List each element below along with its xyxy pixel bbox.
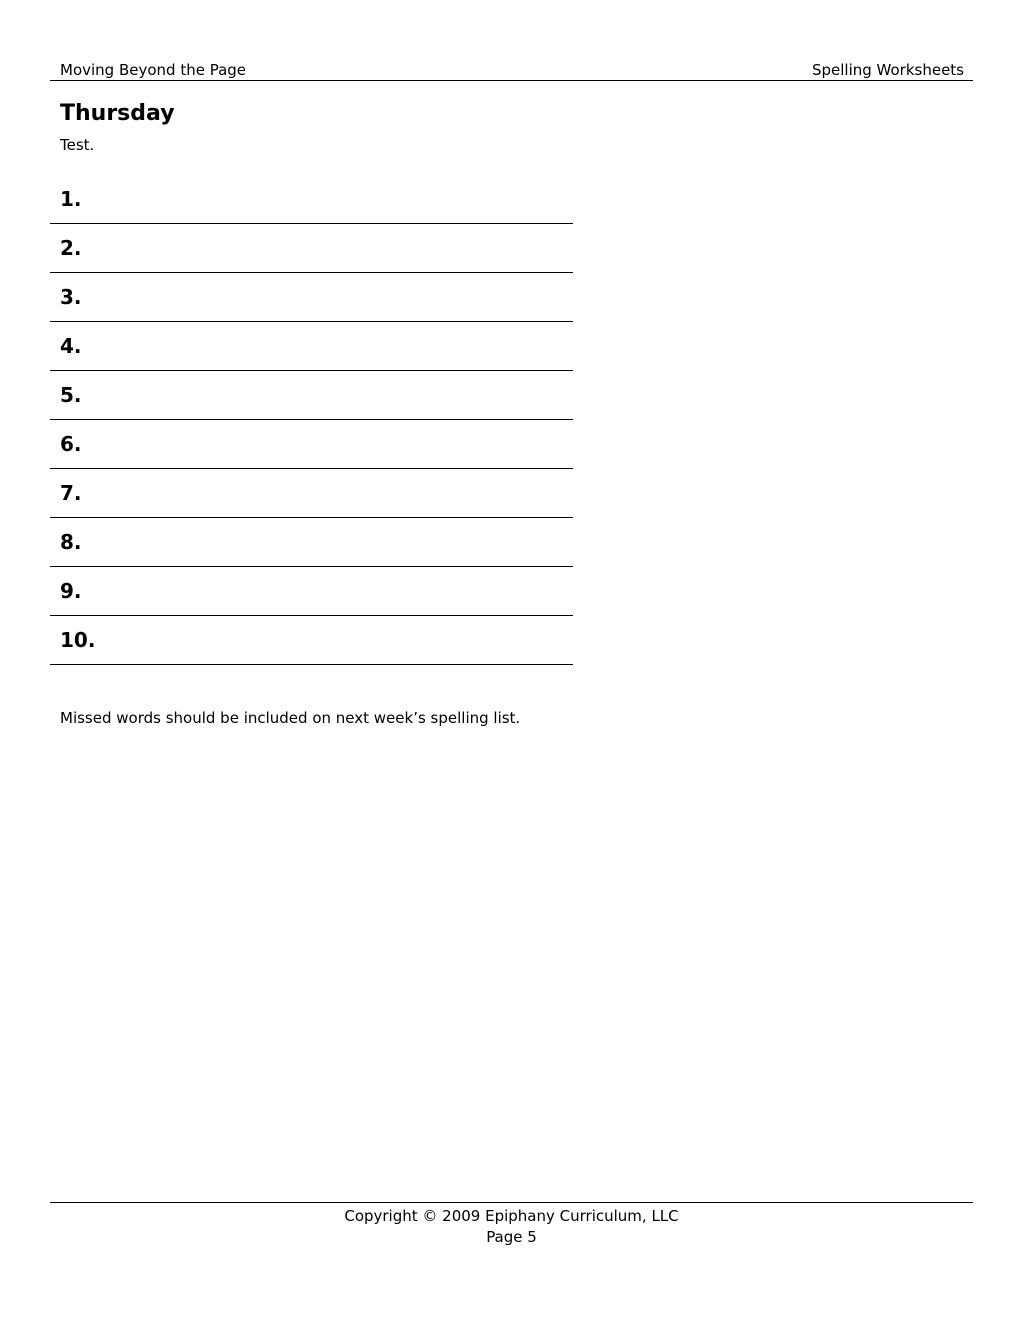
test-row <box>50 469 573 518</box>
header-right-title: Spelling Worksheets <box>811 61 964 79</box>
test-row <box>50 273 573 322</box>
test-row <box>50 371 573 420</box>
test-row <box>50 420 573 469</box>
header-left-title: Moving Beyond the Page <box>60 61 247 79</box>
page-number: Page 5 <box>486 1228 537 1246</box>
test-number: 1. <box>60 187 82 211</box>
test-list <box>50 175 573 665</box>
test-row <box>50 322 573 371</box>
section-instruction: Test. <box>60 136 95 154</box>
test-number: 9. <box>60 579 82 603</box>
test-number: 7. <box>60 481 82 505</box>
test-number: 2. <box>60 236 82 260</box>
missed-words-note: Missed words should be included on next week’s spelling list. <box>60 709 521 727</box>
test-row <box>50 175 573 224</box>
test-row <box>50 616 573 665</box>
copyright-text: Copyright © 2009 Epiphany Curriculum, LLC <box>344 1207 679 1225</box>
test-row <box>50 224 573 273</box>
test-number: 6. <box>60 432 82 456</box>
page-header <box>50 60 973 81</box>
test-row <box>50 567 573 616</box>
test-row <box>50 518 573 567</box>
test-number: 5. <box>60 383 82 407</box>
test-number: 10. <box>60 628 96 652</box>
section-title: Thursday <box>60 101 175 126</box>
test-number: 3. <box>60 285 82 309</box>
page-footer <box>50 1202 973 1248</box>
test-number: 8. <box>60 530 82 554</box>
test-number: 4. <box>60 334 82 358</box>
